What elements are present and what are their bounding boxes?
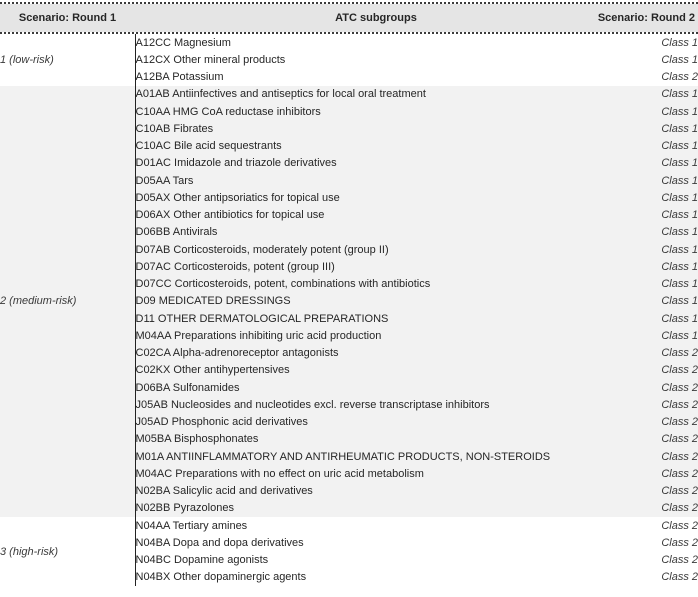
table-header-row <box>0 4 698 32</box>
scenario-round2-class-cell: Class 1 <box>617 293 698 310</box>
scenario-round2-class-cell: Class 2 <box>617 379 698 396</box>
atc-subgroup-cell: C10AB Fibrates <box>135 120 617 137</box>
atc-subgroup-cell: C02KX Other antihypertensives <box>135 362 617 379</box>
atc-subgroup-cell: M04AA Preparations inhibiting uric acid production <box>135 327 617 344</box>
scenario-round2-class-cell: Class 2 <box>617 500 698 517</box>
scenario-round2-class-cell: Class 1 <box>617 224 698 241</box>
scenario-round2-class-cell: Class 1 <box>617 172 698 189</box>
scenario-round2-class-cell: Class 1 <box>661 53 698 66</box>
scenario-round1-group-label: 3 (high-risk) <box>0 545 59 558</box>
table-body <box>0 34 698 586</box>
scenario-round2-class-cell: Class 1 <box>617 258 698 275</box>
scenario-round2-class-cell: Class 1 <box>617 327 698 344</box>
atc-subgroup-cell: J05AB Nucleosides and nucleotides excl. reverse transcriptase inhibitors <box>135 396 617 413</box>
scenario-round2-class-cell: Class 1 <box>617 103 698 120</box>
scenario-round2-class-cell: Class 1 <box>617 120 698 137</box>
atc-subgroup-cell: D07CC Corticosteroids, potent, combinations with antibiotics <box>135 276 617 293</box>
atc-subgroup-cell: D06BB Antivirals <box>135 224 617 241</box>
atc-subgroup-cell: N04BX Other dopaminergic agents <box>135 569 617 586</box>
atc-table-body-grid <box>0 34 698 586</box>
scenario-round2-class-cell: Class 2 <box>617 345 698 362</box>
scenario-round2-class-cell: Class 2 <box>617 448 698 465</box>
atc-subgroup-cell: D05AX Other antipsoriatics for topical use <box>135 189 617 206</box>
scenario-round1-group-label: 1 (low-risk) <box>0 53 54 66</box>
atc-subgroup-cell: M05BA Bisphosphonates <box>135 431 617 448</box>
scenario-round2-class-cell: Class 2 <box>661 554 698 567</box>
scenario-round2-class-cell: Class 2 <box>617 483 698 500</box>
atc-subgroup-cell: C02CA Alpha-adrenoreceptor antagonists <box>135 345 617 362</box>
atc-subgroup-cell: N04AA Tertiary amines <box>135 517 617 534</box>
atc-subgroup-cell: D07AC Corticosteroids, potent (group III) <box>135 258 617 275</box>
atc-subgroup-cell: M01A ANTIINFLAMMATORY AND ANTIRHEUMATIC PRODUCTS, NON-STEROIDS <box>135 448 617 465</box>
atc-subgroup-cell: C10AA HMG CoA reductase inhibitors <box>135 103 617 120</box>
atc-subgroup-cell: N04BA Dopa and dopa derivatives <box>135 534 617 551</box>
scenario-round2-class-cell: Class 1 <box>617 241 698 258</box>
scenario-round1-group-label: 2 (medium-risk) <box>0 86 135 517</box>
scenario-round2-class-cell: Class 1 <box>617 189 698 206</box>
atc-subgroup-cell: A12CC Magnesium <box>135 34 617 51</box>
scenario-round2-class-cell: Class 2 <box>661 571 698 584</box>
atc-subgroup-cell: D05AA Tars <box>135 172 617 189</box>
atc-subgroup-cell: A01AB Antiinfectives and antiseptics for local oral treatment <box>135 86 617 103</box>
atc-subgroup-cell: D06AX Other antibiotics for topical use <box>135 207 617 224</box>
atc-subgroup-cell: M04AC Preparations with no effect on uric acid metabolism <box>135 465 617 482</box>
scenario-round2-class-cell: Class 1 <box>617 138 698 155</box>
scenario-round2-class-cell: Class 2 <box>617 396 698 413</box>
atc-subgroup-cell: J05AD Phosphonic acid derivatives <box>135 414 617 431</box>
scenario-round2-class-cell: Class 2 <box>617 414 698 431</box>
atc-subgroup-cell: N02BB Pyrazolones <box>135 500 617 517</box>
scenario-round2-class-cell: Class 1 <box>617 276 698 293</box>
scenario-round2-class-cell: Class 2 <box>661 71 698 84</box>
scenario-round2-class-cell: Class 1 <box>661 36 698 49</box>
scenario-round2-class-cell: Class 2 <box>617 362 698 379</box>
scenario-round2-class-cell: Class 1 <box>617 86 698 103</box>
atc-subgroup-cell: D07AB Corticosteroids, moderately potent (group II) <box>135 241 617 258</box>
table-row <box>0 34 698 51</box>
scenario-round2-class-cell: Class 1 <box>617 155 698 172</box>
atc-subgroup-cell: D11 OTHER DERMATOLOGICAL PREPARATIONS <box>135 310 617 327</box>
atc-subgroup-cell: N02BA Salicylic acid and derivatives <box>135 483 617 500</box>
atc-subgroup-cell: A12BA Potassium <box>135 69 617 86</box>
table-row <box>0 86 698 103</box>
table-row <box>0 517 698 534</box>
atc-subgroup-cell: N04BC Dopamine agonists <box>135 552 617 569</box>
atc-subgroup-cell: A12CX Other mineral products <box>135 51 617 68</box>
atc-subgroup-cell: D06BA Sulfonamides <box>135 379 617 396</box>
scenario-round2-class-cell: Class 1 <box>617 310 698 327</box>
scenario-round2-class-cell: Class 2 <box>661 519 698 532</box>
atc-subgroup-cell: D09 MEDICATED DRESSINGS <box>135 293 617 310</box>
atc-subgroup-cell: D01AC Imidazole and triazole derivatives <box>135 155 617 172</box>
scenario-round2-class-cell: Class 2 <box>617 431 698 448</box>
column-header-atc-subgroups: ATC subgroups <box>335 12 417 24</box>
scenario-round2-class-cell: Class 1 <box>617 207 698 224</box>
column-header-scenario-round-1: Scenario: Round 1 <box>18 12 117 24</box>
atc-subgroup-cell: C10AC Bile acid sequestrants <box>135 138 617 155</box>
scenario-round2-class-cell: Class 2 <box>617 465 698 482</box>
column-header-scenario-round-2: Scenario: Round 2 <box>597 12 695 24</box>
scenario-round2-class-cell: Class 2 <box>661 536 698 549</box>
